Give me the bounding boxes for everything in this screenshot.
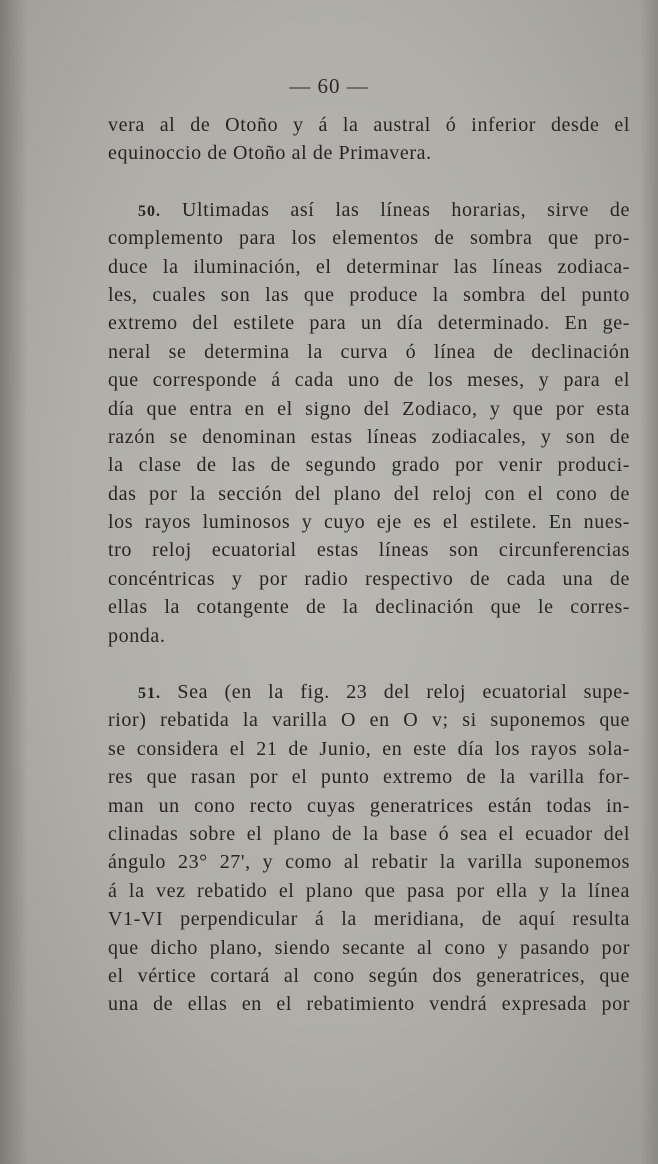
text-line: rior) rebatida la varilla O en O v; si suponemos que — [108, 709, 630, 732]
text-line: ángulo 23° 27', y como al rebatir la varilla suponemos — [108, 851, 630, 874]
text-line: das por la sección del plano del reloj con el cono de — [108, 482, 630, 505]
paragraph-51-first-line — [108, 678, 630, 706]
text-line: Sea (en la fig. 23 del reloj ecuatorial supe- — [177, 681, 630, 704]
text-line: extremo del estilete para un día determinado. En ge- — [108, 312, 630, 335]
text-line: ponda. — [108, 624, 166, 647]
page-number: — 60 — — [289, 74, 369, 98]
text-line: á la vez rebatido el plano que pasa por ella y la línea — [108, 879, 630, 902]
text-line: vera al de Otoño y á la austral ó inferior desde el — [108, 114, 630, 136]
text-line: razón se denominan estas líneas zodiacales, y son de — [108, 425, 630, 448]
page-shadow-right — [640, 0, 658, 1164]
body-text — [108, 111, 630, 1019]
text-line: tro reloj ecuatorial estas líneas son circunferencias — [108, 539, 630, 562]
text-line: se considera el 21 de Junio, en este día los rayos sola- — [108, 737, 630, 760]
text-line: día que entra en el signo del Zodiaco, y que por esta — [108, 397, 630, 420]
text-line: que dicho plano, siendo secante al cono y pasando por — [108, 936, 630, 959]
text-line: les, cuales son las que produce la sombra del punto — [108, 283, 630, 306]
text-line: man un cono recto cuyas generatrices están todas in- — [108, 794, 630, 817]
paragraph-number: 50. — [138, 202, 161, 220]
text-line: Ultimadas así las líneas horarias, sirve de — [181, 198, 630, 221]
text-line: que corresponde á cada uno de los meses, y para el — [108, 369, 630, 392]
text-line: los rayos luminosos y cuyo eje es el estilete. En nues- — [108, 511, 630, 534]
text-line: concéntricas y por radio respectivo de cada una de — [108, 567, 630, 590]
text-line: complemento para los elementos de sombra que pro- — [108, 227, 630, 250]
text-line: clinadas sobre el plano de la base ó sea el ecuador del — [108, 822, 630, 845]
paragraph-50-first-line — [108, 196, 630, 224]
text-line: una de ellas en el rebatimiento vendrá expresada por — [108, 993, 630, 1016]
paragraph-number: 51. — [138, 685, 161, 703]
text-line: la clase de las de segundo grado por venir produci- — [108, 454, 630, 477]
text-line: V1-VI perpendicular á la meridiana, de aquí resulta — [108, 908, 630, 931]
text-line: res que rasan por el punto extremo de la varilla for- — [108, 766, 630, 789]
text-line: duce la iluminación, el determinar las líneas zodiaca- — [108, 255, 630, 278]
text-line: el vértice cortará al cono según dos generatrices, que — [108, 964, 630, 987]
text-line: neral se determina la curva ó línea de declinación — [108, 340, 630, 363]
text-line: equinoccio de Otoño al de Primavera. — [108, 142, 432, 165]
text-line: ellas la cotangente de la declinación que le corres- — [108, 596, 630, 619]
page-shadow-left — [0, 0, 28, 1164]
